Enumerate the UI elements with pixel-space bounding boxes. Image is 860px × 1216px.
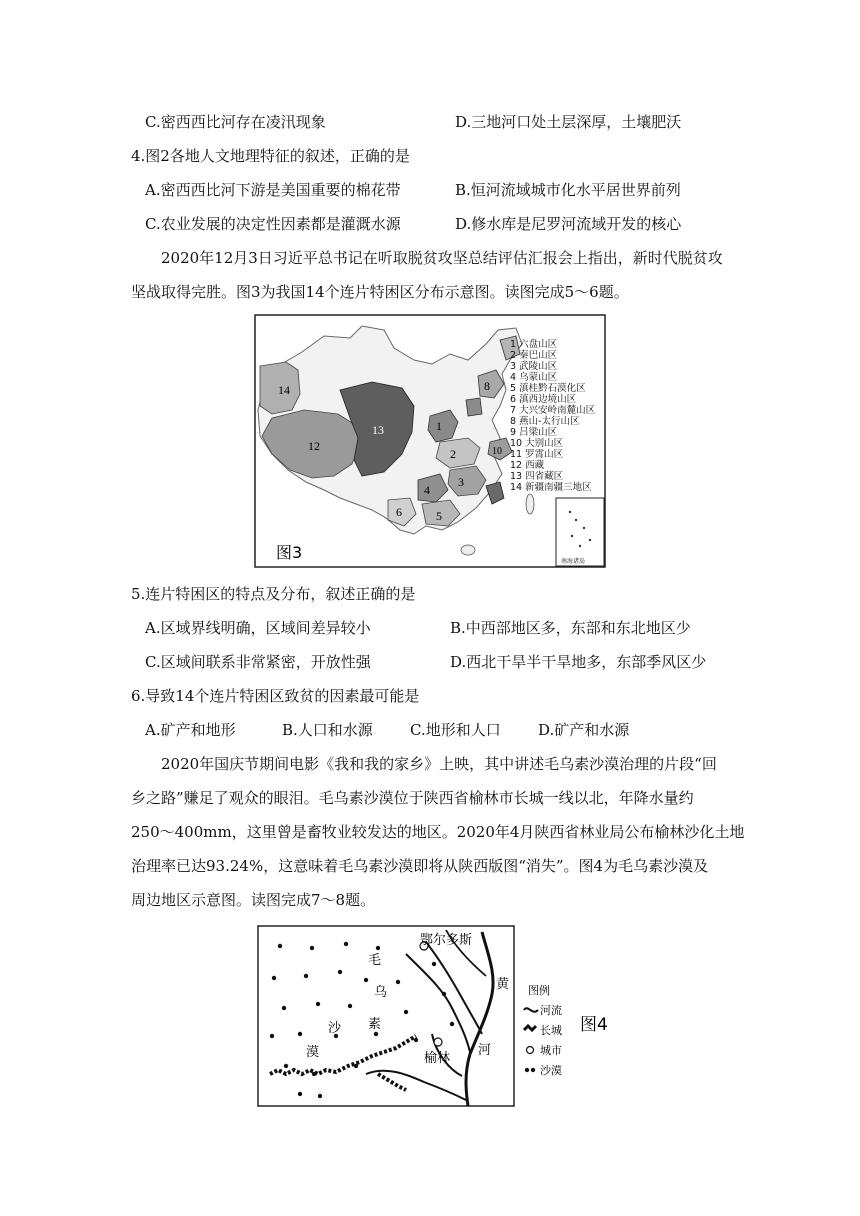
passage2-line3: 250～400mm，这里曾是畜牧业较发达的地区。2020年4月陕西省林业局公布榆林沙化土地 bbox=[131, 823, 745, 841]
legend-item: 3 武陵山区 bbox=[510, 361, 558, 372]
legend-item: 14 新疆南疆三地区 bbox=[510, 482, 592, 493]
region-label-2: 2 bbox=[450, 447, 456, 461]
q4-option-a: A.密西西比河下游是美国重要的棉花带 bbox=[145, 181, 401, 199]
city-yulin-label: 榆林 bbox=[424, 1051, 451, 1066]
q5-option-a: A.区域界线明确，区域间差异较小 bbox=[145, 619, 371, 637]
q5-stem: 5.连片特困区的特点及分布，叙述正确的是 bbox=[131, 585, 416, 603]
region-label-14: 14 bbox=[278, 383, 290, 397]
passage2-line4: 治理率已达93.24%，这意味着毛乌素沙漠即将从陕西版图“消失”。图4为毛乌素沙漠及 bbox=[131, 857, 709, 875]
q4-option-d: D.修水库是尼罗河流域开发的核心 bbox=[455, 215, 682, 233]
q6-option-b: B.人口和水源 bbox=[282, 721, 373, 739]
passage1-line1: 2020年12月3日习近平总书记在听取脱贫攻坚总结评估汇报会上指出，新时代脱贫攻 bbox=[161, 249, 723, 267]
region-label-10: 10 bbox=[492, 446, 502, 457]
legend-wall: 长城 bbox=[540, 1024, 562, 1037]
region-label-8: 8 bbox=[484, 379, 490, 393]
passage2-line5: 周边地区示意图。读图完成7～8题。 bbox=[131, 891, 376, 909]
figure3-map bbox=[254, 314, 606, 568]
desert-char: 乌 bbox=[374, 985, 388, 1000]
q5-option-d: D.西北干旱半干旱地多，东部季风区少 bbox=[450, 653, 707, 671]
legend-item: 6 滇西边境山区 bbox=[510, 394, 577, 405]
legend-desert: 沙漠 bbox=[540, 1064, 562, 1077]
legend-item: 8 燕山-太行山区 bbox=[510, 416, 580, 427]
city-ordos-label: 鄂尔多斯 bbox=[420, 933, 473, 948]
q6-option-d: D.矿产和水源 bbox=[538, 721, 630, 739]
q4-option-c: C.农业发展的决定性因素都是灌溉水源 bbox=[145, 215, 401, 233]
region-label-12: 12 bbox=[308, 439, 320, 453]
river-char: 黄 bbox=[496, 977, 510, 992]
legend-item: 10 大别山区 bbox=[510, 438, 564, 449]
legend-item: 1 六盘山区 bbox=[510, 339, 558, 350]
figure4-caption: 图4 bbox=[580, 1015, 608, 1035]
q3-option-d: D.三地河口处土层深厚，土壤肥沃 bbox=[455, 113, 682, 131]
desert-char: 漠 bbox=[306, 1045, 320, 1060]
desert-char: 沙 bbox=[328, 1021, 342, 1036]
legend-river: 河流 bbox=[540, 1004, 562, 1017]
legend-city: 城市 bbox=[540, 1044, 562, 1057]
q4-option-b: B.恒河流域城市化水平居世界前列 bbox=[455, 181, 681, 199]
region-label-5: 5 bbox=[436, 509, 442, 523]
legend-title: 图例 bbox=[528, 984, 550, 997]
region-label-3: 3 bbox=[458, 475, 464, 489]
q5-option-b: B.中西部地区多，东部和东北地区少 bbox=[450, 619, 691, 637]
legend-item: 2 秦巴山区 bbox=[510, 350, 558, 361]
region-label-6: 6 bbox=[396, 505, 402, 519]
figure4-map bbox=[256, 924, 616, 1110]
passage2-line1: 2020年国庆节期间电影《我和我的家乡》上映，其中讲述毛乌素沙漠治理的片段“回 bbox=[161, 755, 717, 773]
legend-item: 7 大兴安岭南麓山区 bbox=[510, 405, 596, 416]
legend-item: 13 四省藏区 bbox=[510, 471, 564, 482]
legend-item: 12 西藏 bbox=[510, 460, 545, 471]
q5-option-c: C.区域间联系非常紧密，开放性强 bbox=[145, 653, 371, 671]
river-char: 河 bbox=[478, 1043, 492, 1058]
figure3-caption: 图3 bbox=[276, 543, 303, 562]
region-label-1: 1 bbox=[436, 419, 442, 433]
legend-item: 5 滇桂黔石漠化区 bbox=[510, 383, 586, 394]
passage1-line2: 坚战取得完胜。图3为我国14个连片特困区分布示意图。读图完成5～6题。 bbox=[131, 283, 629, 301]
legend-item: 11 罗霄山区 bbox=[510, 449, 564, 460]
legend-item: 9 吕梁山区 bbox=[510, 427, 558, 438]
desert-char: 素 bbox=[368, 1017, 382, 1032]
region-label-13: 13 bbox=[372, 423, 384, 437]
q3-option-c: C.密西西比河存在凌汛现象 bbox=[145, 113, 326, 131]
passage2-line2: 乡之路”赚足了观众的眼泪。毛乌素沙漠位于陕西省榆林市长城一线以北，年降水量约 bbox=[131, 789, 694, 807]
desert-char: 毛 bbox=[368, 953, 382, 968]
inset-label: 南海诸岛 bbox=[561, 558, 586, 565]
q6-option-a: A.矿产和地形 bbox=[145, 721, 236, 739]
q4-stem: 4.图2各地人文地理特征的叙述，正确的是 bbox=[131, 147, 410, 165]
legend-item: 4 乌蒙山区 bbox=[510, 372, 558, 383]
q6-option-c: C.地形和人口 bbox=[410, 721, 501, 739]
region-label-4: 4 bbox=[424, 483, 430, 497]
q6-stem: 6.导致14个连片特困区致贫的因素最可能是 bbox=[131, 687, 420, 705]
